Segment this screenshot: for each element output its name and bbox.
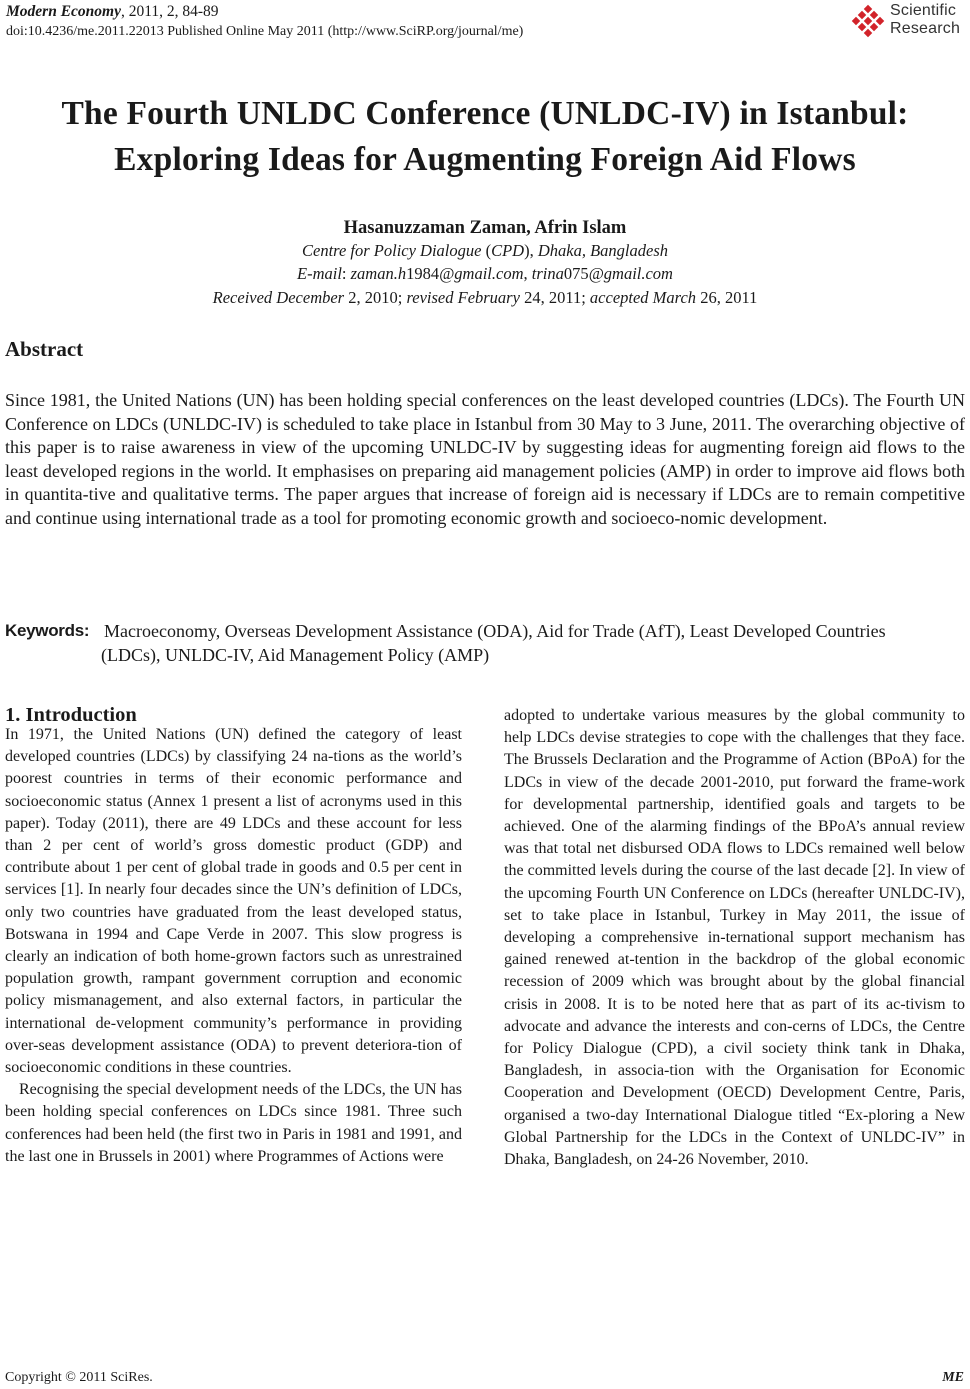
affiliation-paren: ( <box>481 241 492 260</box>
logo-line-1: Scientific <box>890 2 957 19</box>
intro-paragraph-3: adopted to undertake various measures by the global community to help LDCs devise strategies to cope with the challenges that they face. The Brussels Declaration and the Programme of Action (BPoA) for the LDCs in view of the decade 2001-2010, put forward the frame-work for developmental partnership, identified goals and targets to be achieved. One of the alarming findings of the BPoA’s annual review was that total net disbursed ODA flows to LDCs remained well below the committed levels during the course of the last decade [2]. In view of the upcoming Fourth UN Conference on LDCs (hereafter UNLDC-IV), set to take place in Istanbul, Turkey in May 2011, the issue of developing a comprehensive in-ternational support mechanism has gained renewed at-tention in the backdrop of the global economic recession of 2009 which was brought about by the global financial crisis in 2008. It is to be noted here that as part of its ac-tivism to advocate and advance the interests and con-cerns of LDCs, the Centre for Policy Dialogue (CPD), a civil society think tank in Dhaka, Bangladesh, in associa-tion with the Organisation for Economic Cooperation and Development (OECD) Development Centre, Paris, organised a two-day International Dialogue titled “Ex-ploring a New Global Partnership for the LDCs in the Context of UNLDC-IV” in Dhaka, Bangladesh, on 24-26 November, 2010. <box>504 707 965 1169</box>
accepted-date: 26, 2011 <box>696 288 758 307</box>
keywords-text: Macroeconomy, Overseas Development Assistance (ODA), Aid for Trade (AfT), Least Developed Countries (LDCs), UNLDC-IV, Aid Management Policy (AMP) <box>101 621 886 665</box>
journal-name: Modern Economy <box>6 3 121 20</box>
email-2-domain[interactable]: @gmail.com <box>588 264 673 283</box>
revised-label: revised February <box>406 288 520 307</box>
abstract-heading: Abstract <box>5 337 84 361</box>
email-1-digits[interactable]: 1984 <box>406 264 440 283</box>
email-2-part[interactable]: trina <box>531 264 564 283</box>
section-heading-introduction: 1. Introduction <box>5 704 137 726</box>
affiliation <box>0 240 970 262</box>
authors: Hasanuzzaman Zaman, Afrin Islam <box>343 218 627 238</box>
right-column <box>504 705 965 1171</box>
affiliation-org: Centre for Policy Dialogue <box>301 241 482 260</box>
intro-paragraph-1: In 1971, the United Nations (UN) defined the category of least developed countries (LDCs) by classifying 24 na-tions as the world’s poorest countries in terms of their economic performance and socioeconomic status (Annex 1 present a list of acronyms used in this paper). Today (2011), there are 49 LDCs and these account for less than 2 per cent of world’s gross domestic product (GDP) and contribute about 1 per cent of global trade in goods and 0.5 per cent in services [1]. In nearly four decades since the UN’s definition of LDCs, only two countries have graduated from the least developed status, Botswana in 1994 and Cape Verde in 2007. This slow progress is clearly an indication of both home-grown factors such as unrestrained population growth, rampant government corruption and economic policy mismanagement, and also external factors, in particular the international de-velopment community’s performance in providing over-seas development assistance (ODA) to prevent deteriora-tion of socioeconomic conditions in these countries. <box>5 726 462 1077</box>
revised-date: 24, 2011; <box>519 288 590 307</box>
email-label: E-mail <box>297 264 342 283</box>
journal-citation <box>6 2 219 21</box>
logo-text <box>890 2 960 38</box>
received-date: 2, 2010; <box>344 288 407 307</box>
publisher-logo <box>850 2 968 42</box>
scientific-research-logo-icon <box>850 4 886 40</box>
logo-line-2: Research <box>890 20 961 37</box>
title-line-2: Exploring Ideas for Augmenting Foreign Aid Flows <box>114 141 856 178</box>
title-line-1: The Fourth UNLDC Conference (UNLDC-IV) in Istanbul: <box>61 95 909 132</box>
received-label: Received December <box>212 288 345 307</box>
affiliation-paren: ), <box>524 241 538 260</box>
email-1-part[interactable]: zaman.h <box>350 264 407 283</box>
affiliation-location: Dhaka, Bangladesh <box>537 241 668 260</box>
email-2-digits[interactable]: 075 <box>563 264 589 283</box>
affiliation-abbr: CPD <box>491 241 525 260</box>
intro-paragraph-2: Recognising the special development needs of the LDCs, the UN has been holding special conferences on LDCs since 1981. Three such conferences had been held (the first two in Paris in 1981 and 1991, and the last one in Brussels in 2001) where Programmes of Actions were <box>5 1081 462 1165</box>
email-line <box>0 263 970 285</box>
email-sep: , <box>523 264 532 283</box>
journal-issue: , 2011, 2, 84-89 <box>120 3 219 20</box>
doi-line: doi:10.4236/me.2011.22013 Published Online May 2011 (http://www.SciRP.org/journal/me) <box>6 24 524 39</box>
email-sep: : <box>341 264 351 283</box>
dates-line <box>0 287 970 309</box>
left-column <box>5 724 462 1168</box>
journal-abbreviation: ME <box>942 1370 964 1385</box>
keywords-label: Keywords: <box>5 621 90 640</box>
copyright: Copyright © 2011 SciRes. <box>5 1370 153 1385</box>
accepted-label: accepted March <box>589 288 697 307</box>
abstract-text: Since 1981, the United Nations (UN) has been holding special conferences on the least developed countries (LDCs). The Fourth UN Conference on LDCs (UNLDC-IV) is scheduled to take place in Istanbul from 30 May to 3 June, 2011. The overarching objective of this paper is to raise awareness in view of the upcoming UNLDC-IV by suggesting ideas for augmenting foreign aid flows to the least developed regions in the world. It emphasises on preparing aid management policies (AMP) in order to improve aid flows both in quantita-tive and qualitative terms. The paper argues that increase of foreign aid is necessary if LDCs are to remain competitive and continue using international trade as a tool for promoting economic growth and socioeco-nomic development. <box>5 390 965 528</box>
email-1-domain[interactable]: @gmail.com <box>439 264 524 283</box>
paper-title <box>0 91 970 183</box>
